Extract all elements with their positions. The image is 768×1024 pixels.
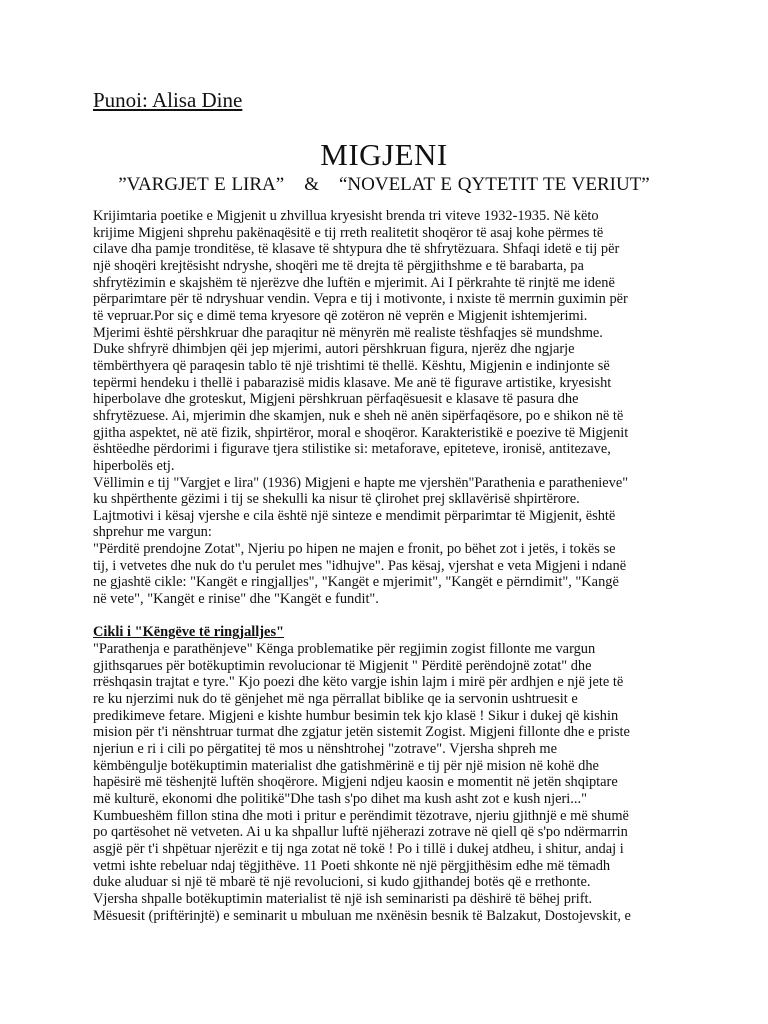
text-line: mision për t'i nënshtruar turmat dhe zgjatur jetën sistemit Zogist. Migjeni fillonte dhe e priste (93, 724, 630, 741)
text-line: Mësuesit (priftërinjtë) e seminarit u mbuluan me nxënësin besnik të Balzakut, Dostojevskit, e (93, 907, 631, 924)
subtitle-right: “NOVELAT E QYTETIT TE VERIUT” (338, 174, 650, 195)
text-line: Duke shfryrë dhimbjen qëi jep mjerimi, autori përshkruan figura, njerëz dhe ngjarje (93, 341, 575, 358)
text-line: Mjerimi është përshkruar dhe paraqitur në mënyrën më realiste tëshfaqjes së mundshme. (93, 324, 603, 341)
text-line: gjithsqarues për botëkuptimin revolucionar të Migjenit " Përditë perëndojnë zotat" dhe (93, 657, 592, 674)
page-title: MIGJENI (320, 137, 448, 172)
text-line: gjitha aspektet, në atë fizik, shpirtëror, moral e shoqëror. Karakteristikë e poezive të Migjenit (93, 424, 629, 441)
text-line: hiperbolës etj. (93, 457, 175, 474)
text-line: po qartësohet në vetveten. Ai u ka shpallur luftë njëherazi zotrave në qiell që s'po ndërmarrin (93, 824, 628, 841)
text-line: "Parathenja e parathënjeve" Kënga problematike për regjimin zogist fillonte me vargun (93, 641, 596, 658)
text-line: shfrytëzimin e skajshëm të njerëzve dhe luftën e mjerimit. Ai I përkrahte të rinjtë me idenë (93, 274, 615, 291)
text-line: Krijimtaria poetike e Migjenit u zhvillua kryesisht brenda tri viteve 1932-1935. Në këto (93, 208, 599, 224)
text-line: tij, i vetvetes dhe nuk do t'u perulet mes "idhujve". Pas kësaj, vjershat e veta Migjeni i ndanë (93, 557, 627, 574)
document-body (93, 208, 683, 924)
text-line: "Përditë prendojne Zotat", Njeriu po hipen ne majen e fronit, po bëhet zot i jetës, i tokës se (93, 541, 616, 558)
text-line: në vete", "Kangët e rinise" dhe "Kangët e fundit". (93, 591, 379, 608)
text-line: asgjë për t'i shpëtuar njerëzit e tij nga zotat në tokë ! Po i tillë i dukej atdheu, i shitur, andaj i (93, 840, 624, 857)
text-line: përparimtare për të ndryshuar vendin. Vepra e tij i motivonte, i nxiste të merrnin guximin për (93, 291, 628, 308)
text-line: vetmi ishte rebeluar ndaj tëgjithëve. 11 Poeti shkonte në një përgjithësim edhe më tëmadh (93, 857, 611, 874)
text-line: Vëllimin e tij "Vargjet e lira" (1936) Migjeni e hapte me vjershën"Parathenia e parathenieve" (93, 474, 629, 491)
subtitle-left: ”VARGJET E LIRA” (118, 174, 285, 195)
text-line: këmbëngulje botëkuptimin materialist dhe gatishmërinë e tij për një mision në kohë dhe (93, 757, 599, 774)
text-line: më kulturë, ekonomi dhe politikë"Dhe tash s'po dihet ma kush asht zot e kush njeri..." (93, 790, 587, 807)
text-line: tëmbërthyera që paraqesin tablo të një trishtimi të thellë. Kështu, Migjenin e indinjonte së (93, 357, 610, 374)
text-line: krijime Migjeni shprehu pakënaqësitë e tij rreth realitetit shoqëror të asaj kohe përmes të (93, 224, 604, 241)
subtitle-ampersand: & (304, 174, 319, 195)
text-line: rrëshqasin trajtat e tyre." Kjo poezi dhe këto vargje ishin lajm i mirë për ardhjen e një jete të (93, 674, 624, 691)
text-line: Vjersha shpalle botëkuptimin materialist të një ish seminaristi pa dëshirë të bëhej prift. (93, 890, 593, 907)
text-line: tepërmi hendeku i thellë i pabarazisë midis klasave. Me anë të figurave artistike, kryesisht (93, 374, 612, 391)
text-line: Lajtmotivi i kësaj vjershe e cila është një sinteze e mendimit përparimtar të Migjenit, është (93, 507, 616, 524)
text-line: të vepruar.Por siç e dimë tema kryesore që zotëron në veprën e Migjenit ishtemjerimi. (93, 307, 588, 324)
text-line: një shoqëri krejtësisht ndryshe, shoqëri me të drejta të përgjithshme e të barabarta, pa (93, 257, 584, 274)
paragraph-section (93, 641, 683, 924)
text-line: shfrytëzuese. Ai, mjerimin dhe skamjen, nuk e sheh në anën sipërfaqësore, po e shikon në të (93, 407, 624, 424)
text-line: hiperbolave dhe groteskut, Migjeni përshkruan përfaqësuesit e klasave të pasura dhe (93, 391, 579, 408)
text-line: ku shpërthente gëzimi i tij se shekulli ka nisur të çlirohet prej skllavërisë shpirtërore. (93, 491, 580, 508)
text-line: duke aluduar si një të mbarë të një revolucioni, si kudo gjithandej botës që e rrethonte. (93, 874, 591, 891)
paragraph-gap (93, 608, 683, 625)
text-line: re ku njerzimi nuk do të gënjehet më nga përrallat biblike qe ia servonin ushtruesit e (93, 691, 578, 708)
text-line: ne gjashtë cikle: "Kangët e ringjalljes", "Kangët e mjerimit", "Kangët e përndimit", "Kangë (93, 574, 619, 591)
subtitle (0, 172, 768, 198)
author-line: Punoi: Alisa Dine (93, 88, 243, 112)
text-line: cilave dha pamje tronditëse, të klasave të shtypura dhe të shfrytëzuara. Shfaqi idetë e tij për (93, 241, 620, 258)
paragraph-intro (93, 208, 683, 608)
text-line: hapësirë më tëshenjtë luftën shoqërore. Migjeni ndjeu kaosin e momentit në jetën shqiptare (93, 774, 618, 791)
text-line: ështëedhe përdorimi i figurave tjera stilistike si: metaforave, epiteteve, ironisë, antitezave, (93, 441, 611, 458)
text-line: Kumbueshëm fillon stina dhe moti i pritur e perëndimit tëzotrave, njeriu gjithnjë e më shumë (93, 807, 629, 824)
text-line: predikimeve fetare. Migjeni e kishte humbur besimin tek kjo klasë ! Sikur i dukej që kishin (93, 707, 619, 724)
text-line: shprehur me vargun: (93, 524, 212, 541)
text-line: njeriun e ri i cili po përgatitej të mos u nënshtrohej "zotrave". Vjersha shpreh me (93, 740, 557, 757)
section-heading: Cikli i "Këngëve të ringjalljes" (93, 624, 285, 641)
